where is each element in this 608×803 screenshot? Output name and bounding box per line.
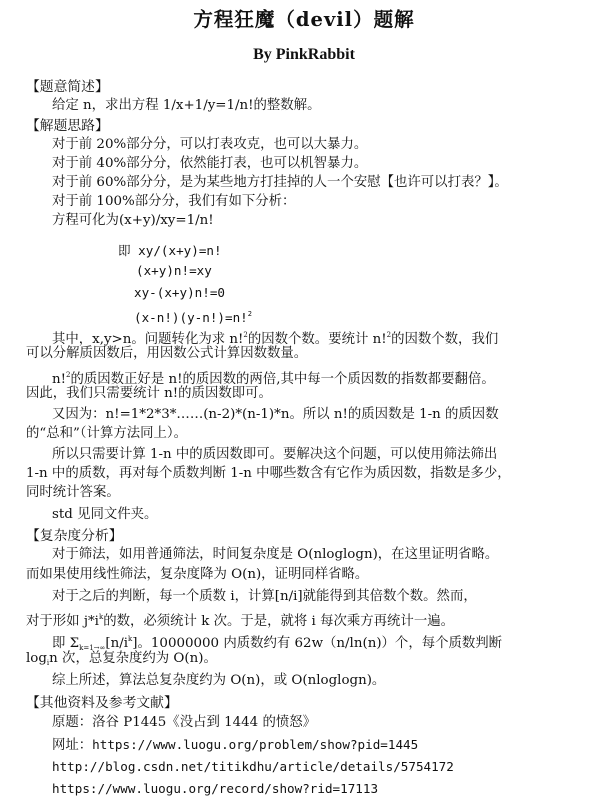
reference-link[interactable]: https://www.luogu.org/problem/show?pid=1445 (92, 737, 419, 752)
complexity-line: 而如果使用线性筛法，复杂度降为 O(n)，证明同样省略。 (26, 567, 369, 582)
equation-line: (x+y)n!=xy (136, 263, 212, 278)
equation-intro: 方程可化为(x+y)/xy=1/n! (52, 213, 214, 228)
paragraph-line: 1-n 中的质数，再对每个质数判断 1-n 中哪些数含有它作为质因数，指数是多少， (26, 466, 511, 481)
paragraph-line: 其中，x,y>n。问题转化为求 n!$^2$的因数个数。要统计 n!$^2$的因数个数，我们 (52, 331, 499, 347)
idea-line: 对于前 40%部分分，依然能打表，也可以机智暴力。 (52, 156, 368, 171)
reference-link[interactable]: https://www.luogu.org/record/show?rid=17113 (52, 781, 379, 796)
equation-line: (x-n!)(y-n!)=n!$^2$ (134, 310, 252, 325)
reference-url-label: 网址： (52, 738, 93, 753)
section-heading-references: 【其他资料及参考文献】 (26, 695, 178, 711)
section-heading-idea: 【解题思路】 (26, 118, 109, 134)
paragraph-line: 又因为：n!=1*2*3*……(n-2)*(n-1)*n。所以 n!的质因数是 1-n 的质因数 (52, 407, 499, 422)
section-heading-complexity: 【复杂度分析】 (26, 528, 123, 544)
paragraph-line: 所以只需要计算 1-n 中的质因数即可。要解决这个问题，可以使用筛法筛出 (52, 447, 498, 462)
complexity-line: 对于形如 $j*i^k$的数，必须统计 k 次。于是，就将 i 每次乘方再统计一遍。 (26, 613, 454, 629)
complexity-line: $\log_in$ 次，总复杂度约为 O(n)。 (26, 651, 217, 667)
complexity-line: 对于之后的判断，每一个质数 i，计算[n/i]就能得到其倍数个数。然而， (52, 589, 477, 604)
paragraph-line: 同时统计答案。 (26, 485, 120, 500)
idea-line: 对于前 60%部分分，是为某些地方打挂掉的人一个安慰【也许可以打表？】。 (52, 175, 508, 190)
section-heading-summary: 【题意简述】 (26, 79, 109, 95)
document-author: By PinkRabbit (253, 46, 355, 63)
document-title: 方程狂魔（devil）题解 (193, 8, 415, 31)
idea-line: 对于前 100%部分分，我们有如下分析： (52, 194, 296, 209)
complexity-line: 对于筛法，如用普通筛法，时间复杂度是 O(nloglogn)，在这里证明省略。 (52, 547, 499, 562)
paragraph-line: 可以分解质因数后，用因数公式计算因数数量。 (26, 346, 308, 361)
paragraph-line: 的“总和”（计算方法同上）。 (26, 426, 187, 441)
paragraph-line: 因此，我们只需要统计 n!的质因数即可。 (26, 386, 272, 401)
complexity-line: 综上所述，算法总复杂度约为 O(n)，或 O(nloglogn)。 (52, 673, 386, 688)
reference-link[interactable]: http://blog.csdn.net/titikdhu/article/details/5754172 (52, 759, 454, 774)
paragraph-line: n!$^2$的质因数正好是 n!的质因数的两倍,其中每一个质因数的指数都要翻倍。 (52, 371, 495, 387)
equation-line: 即 xy/(x+y)=n! (118, 243, 222, 258)
complexity-line: 即 $\Sigma_{k=1\to\infty}[n/i^k]$。10000000 内质数约有 62w（n/ln(n)）个，每个质数判断 (52, 635, 503, 652)
idea-line: 对于前 20%部分分，可以打表攻克，也可以大暴力。 (52, 137, 368, 152)
statement-text: 给定 n，求出方程 1/x+1/y=1/n!的整数解。 (52, 98, 321, 113)
equation-line: xy-(x+y)n!=0 (134, 285, 225, 300)
reference-url-row (52, 736, 418, 754)
reference-origin: 原题：洛谷 P1445《没占到 1444 的愤怒》 (52, 715, 317, 730)
std-note: std 见同文件夹。 (52, 507, 158, 522)
